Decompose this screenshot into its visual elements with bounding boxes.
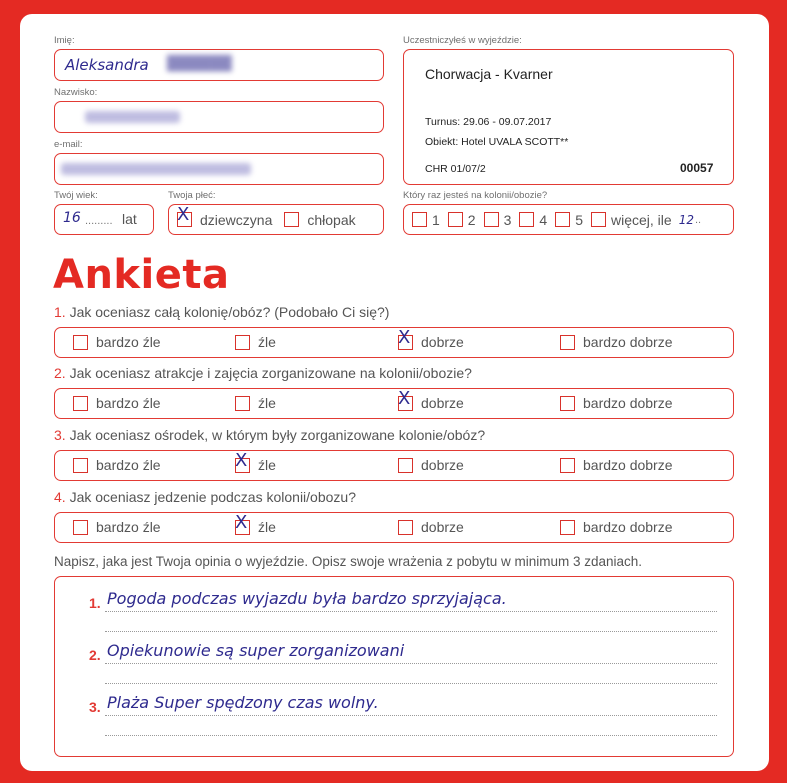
rating-label: bardzo źle <box>96 457 161 473</box>
trip-number: 00057 <box>680 161 714 175</box>
question-number: 3. <box>54 427 66 443</box>
times-checkbox-5[interactable] <box>555 212 570 227</box>
answer-line <box>105 631 717 632</box>
rating-checkbox[interactable] <box>235 335 250 350</box>
question-label: Jak oceniasz ośrodek, w którym były zorganizowane kolonie/obóz? <box>69 427 486 443</box>
times-option-more[interactable] <box>591 212 701 228</box>
rating-checkbox[interactable] <box>560 396 575 411</box>
name-label: Imię: <box>54 35 75 46</box>
question-3-options <box>54 450 734 481</box>
times-option-label-1: 1 <box>432 211 440 228</box>
rating-checkbox[interactable] <box>235 449 250 473</box>
rating-checkbox[interactable] <box>73 520 88 535</box>
check-mark: X <box>398 387 411 409</box>
gender-female-option[interactable] <box>177 204 273 228</box>
rating-checkbox[interactable] <box>560 335 575 350</box>
trip-destination: Chorwacja - Kvarner <box>425 66 553 82</box>
rating-checkbox[interactable] <box>235 511 250 535</box>
times-checkbox-1[interactable] <box>412 212 427 227</box>
times-more-dots: .. <box>694 213 702 226</box>
question-1-option-2[interactable] <box>235 334 276 350</box>
times-option-label-3: 3 <box>503 211 512 228</box>
times-option-label-5: 5 <box>575 211 583 228</box>
gender-female-mark: X <box>177 204 190 225</box>
question-1-options <box>54 327 734 358</box>
check-mark: X <box>235 511 248 533</box>
answer-line <box>105 683 717 684</box>
surname-label: Nazwisko: <box>54 87 98 98</box>
times-checkbox-4[interactable] <box>519 212 534 227</box>
question-4-option-4[interactable] <box>560 519 673 535</box>
question-3-option-2[interactable] <box>235 449 276 473</box>
question-number: 2. <box>54 365 66 381</box>
rating-checkbox[interactable] <box>560 458 575 473</box>
answer-3-text: Plaża Super spędzony czas wolny. <box>107 693 379 712</box>
gender-label: Twoja płeć: <box>168 190 216 201</box>
rating-label: dobrze <box>421 395 464 411</box>
question-4-option-2[interactable] <box>235 511 276 535</box>
question-4-text <box>54 489 356 505</box>
gender-female-label: dziewczyna <box>200 211 273 228</box>
rating-checkbox[interactable] <box>398 387 413 411</box>
question-2-options <box>54 388 734 419</box>
times-more-label: więcej, ile <box>610 211 672 228</box>
question-3-option-1[interactable] <box>73 457 161 473</box>
question-number: 1. <box>54 304 66 320</box>
rating-label: bardzo źle <box>96 519 161 535</box>
rating-checkbox[interactable] <box>73 458 88 473</box>
email-redacted <box>61 163 251 175</box>
trip-code: CHR 01/07/2 <box>425 163 486 175</box>
question-2-text <box>54 365 472 381</box>
answer-number: 1. <box>89 595 101 611</box>
answer-line <box>105 611 717 612</box>
rating-label: bardzo źle <box>96 395 161 411</box>
question-2-option-4[interactable] <box>560 395 673 411</box>
question-2-option-3[interactable] <box>398 387 464 411</box>
times-checkbox-2[interactable] <box>448 212 463 227</box>
rating-label: dobrze <box>421 334 464 350</box>
question-1-text <box>54 304 389 320</box>
rating-checkbox[interactable] <box>398 326 413 350</box>
answer-1-text: Pogoda podczas wyjazdu była bardzo sprzyjająca. <box>107 589 507 608</box>
times-option-2[interactable] <box>448 212 476 228</box>
gender-male-checkbox[interactable] <box>284 212 299 227</box>
trip-turnus: Turnus: 29.06 - 09.07.2017 <box>425 116 552 128</box>
question-1-option-4[interactable] <box>560 334 673 350</box>
rating-label: źle <box>258 457 276 473</box>
question-1-option-3[interactable] <box>398 326 464 350</box>
rating-checkbox[interactable] <box>560 520 575 535</box>
times-option-label-2: 2 <box>467 211 476 228</box>
age-unit: lat <box>122 211 137 227</box>
age-value: 16 <box>63 210 81 226</box>
times-label: Który raz jesteś na kolonii/obozie? <box>403 190 548 201</box>
rating-label: źle <box>258 334 276 350</box>
rating-label: bardzo dobrze <box>583 334 673 350</box>
question-label: Jak oceniasz całą kolonię/obóz? (Podobało Ci się?) <box>69 304 390 320</box>
answer-number: 3. <box>89 699 101 715</box>
times-option-1[interactable] <box>412 212 440 228</box>
rating-label: źle <box>258 395 276 411</box>
gender-female-checkbox[interactable] <box>177 204 192 227</box>
answer-number: 2. <box>89 647 101 663</box>
times-more-value: 12 <box>678 212 694 227</box>
rating-label: bardzo dobrze <box>583 457 673 473</box>
question-4-option-3[interactable] <box>398 519 464 535</box>
question-label: Jak oceniasz jedzenie podczas kolonii/obozu? <box>69 489 356 505</box>
gender-male-option[interactable] <box>284 212 355 228</box>
rating-checkbox[interactable] <box>235 396 250 411</box>
age-label: Twój wiek: <box>54 190 98 201</box>
question-2-option-1[interactable] <box>73 395 161 411</box>
gender-field <box>168 204 384 235</box>
survey-sheet <box>20 14 769 771</box>
check-mark: X <box>235 449 248 471</box>
times-option-4[interactable] <box>519 212 547 228</box>
question-number: 4. <box>54 489 66 505</box>
surname-field[interactable] <box>54 101 384 133</box>
rating-label: dobrze <box>421 519 464 535</box>
rating-label: bardzo dobrze <box>583 395 673 411</box>
check-mark: X <box>398 326 411 348</box>
rating-label: dobrze <box>421 457 464 473</box>
question-label: Jak oceniasz atrakcje i zajęcia zorganizowane na kolonii/obozie? <box>69 365 472 381</box>
question-4-option-1[interactable] <box>73 519 161 535</box>
surname-redacted <box>85 111 180 123</box>
name-value: Aleksandra <box>65 56 149 74</box>
times-field <box>403 204 734 235</box>
gender-male-label: chłopak <box>307 211 356 228</box>
email-label: e-mail: <box>54 139 83 150</box>
question-3-option-3[interactable] <box>398 457 464 473</box>
email-field[interactable] <box>54 153 384 185</box>
age-field[interactable] <box>54 204 154 235</box>
times-option-3[interactable] <box>484 212 512 228</box>
times-option-5[interactable] <box>555 212 583 228</box>
answer-2-text: Opiekunowie są super zorganizowani <box>107 641 405 660</box>
question-2-option-2[interactable] <box>235 395 276 411</box>
name-redacted: ██████ <box>167 56 232 72</box>
times-checkbox-3[interactable] <box>484 212 499 227</box>
rating-label: bardzo źle <box>96 334 161 350</box>
answer-line <box>105 735 717 736</box>
survey-title: Ankieta <box>53 252 230 298</box>
question-4-options <box>54 512 734 543</box>
question-3-option-4[interactable] <box>560 457 673 473</box>
rating-checkbox[interactable] <box>398 458 413 473</box>
rating-checkbox[interactable] <box>73 335 88 350</box>
trip-obiekt: Obiekt: Hotel UVALA SCOTT** <box>425 136 569 148</box>
name-field[interactable] <box>54 49 384 81</box>
age-dots: ......... <box>85 215 113 227</box>
answer-line <box>105 715 717 716</box>
question-3-text <box>54 427 485 443</box>
rating-checkbox[interactable] <box>398 520 413 535</box>
trip-label: Uczestniczyłeś w wyjeździe: <box>403 35 522 46</box>
opinion-box[interactable] <box>54 576 734 757</box>
times-option-label-4: 4 <box>539 211 548 228</box>
times-checkbox-more[interactable] <box>591 212 606 227</box>
trip-box <box>403 49 734 185</box>
rating-checkbox[interactable] <box>73 396 88 411</box>
answer-line <box>105 663 717 664</box>
opinion-prompt: Napisz, jaka jest Twoja opinia o wyjeździe. Opisz swoje wrażenia z pobytu w minimum 3 zdaniach. <box>54 554 643 569</box>
question-1-option-1[interactable] <box>73 334 161 350</box>
rating-label: źle <box>258 519 276 535</box>
rating-label: bardzo dobrze <box>583 519 673 535</box>
